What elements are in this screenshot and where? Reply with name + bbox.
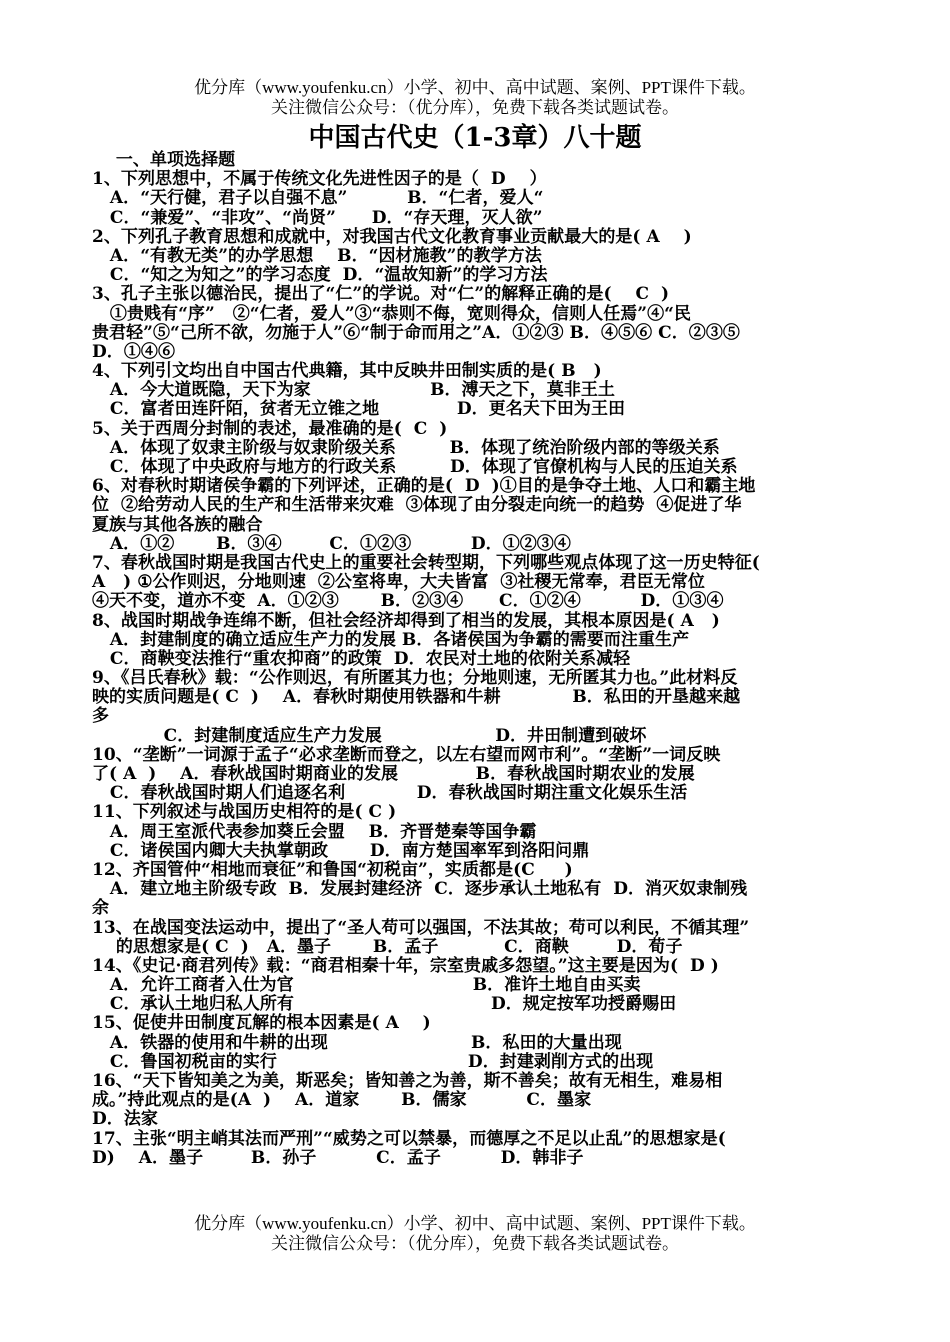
text-line: 4、下列引文均出自中国古代典籍，其中反映井田制实质的是( B ) (92, 361, 602, 382)
text-line: D．①④⑥ (92, 341, 175, 362)
text-line: C．诸侯国内卿大夫执掌朝政 D．南方楚国率军到洛阳问鼎 (92, 840, 590, 861)
text-line: C．富者田连阡陌，贫者无立锥之地 D．更名天下田为王田 (92, 399, 626, 420)
text-line: 16、“天下皆知美之为美，斯恶矣；皆知善之为善，斯不善矣；故有无相生，难易相 (92, 1071, 723, 1091)
text-line: 8、战国时期战争连绵不断，但社会经济却得到了相当的发展，其根本原因是( A ) (92, 610, 720, 631)
text-line: C．体现了中央政府与地方的行政关系 D．体现了官僚机构与人民的压迫关系 (92, 457, 738, 477)
text-line: D) A．墨子 B．孙子 C．孟子 D．韩非子 (92, 1147, 584, 1168)
text-line: 夏族与其他各族的融合 (92, 514, 263, 535)
text-line: 映的实质问题是( C ) A．春秋时期使用铁器和牛耕 B．私田的开垦越来越 (92, 687, 741, 708)
text-line: C．鲁国初税亩的实行 D．封建剥削方式的出现 (92, 1051, 654, 1072)
text-line: 余 (92, 898, 110, 919)
text-line: A．允许工商者入仕为官 B．准许土地自由买卖 (92, 975, 641, 996)
text-line: A．建立地主阶级专政 B．发展封建经济 C．逐步承认土地私有 D．消灭奴隶制残 (92, 879, 748, 900)
text-line: 14、《史记·商君列传》载：“商君相秦十年，宗室贵戚多怨望。”这主要是因为( D ) (92, 955, 719, 976)
text-line: 9、《吕氏春秋》载：“公作则迟，有所匿其力也；分地则速，无所匿其力也。”此材料反 (92, 668, 738, 689)
text-line: 15、促使井田制度瓦解的根本因素是( A ) (92, 1013, 431, 1034)
text-line: D．法家 (92, 1109, 158, 1130)
text-line: A ) ①公作则迟，分地则速 ②公室将卑，大夫皆富 ③社稷无常奉，君臣无常位 (92, 572, 705, 593)
header-line-1: 优分库（www.youfenku.cn）小学、初中、高中试题、案例、PPT课件下载。 (194, 78, 756, 97)
text-line: A．“有教无类”的办学思想 B．“因材施教”的教学方法 (92, 245, 542, 266)
text-line: 10、“垄断”一词源于孟子“必求垄断而登之，以左右望而网市利”。“垄断”一词反映 (92, 744, 721, 765)
question-body (92, 151, 852, 1168)
text-line: ④天不变，道亦不变 A．①②③ B．②③④ C．①②④ D．①③④ (92, 591, 724, 612)
text-line: 贵君轻”⑤“己所不欲，勿施于人”⑥“制于命而用之”A．①②③ B．④⑤⑥ C．②③⑤ (92, 322, 740, 343)
text-line: 11、下列叙述与战国历史相符的是( C ) (92, 802, 397, 823)
text-line: 13、在战国变法运动中，提出了“圣人苟可以强国，不法其故；苟可以利民，不循其理” (92, 917, 750, 938)
footer-line-1: 优分库（www.youfenku.cn）小学、初中、高中试题、案例、PPT课件下载。 (194, 1214, 756, 1233)
text-line: C．“兼爱”、“非攻”、“尚贤” D．“存天理，灭人欲” (92, 207, 543, 228)
text-line: C．商鞅变法推行“重农抑商”的政策 D．农民对土地的依附关系减轻 (92, 648, 631, 669)
text-line: A．体现了奴隶主阶级与奴隶阶级关系 B．体现了统治阶级内部的等级关系 (92, 437, 720, 458)
text-line: A．铁器的使用和牛耕的出现 B．私田的大量出现 (92, 1032, 622, 1053)
text-line: 3、孔子主张以德治民，提出了“仁”的学说。对“仁”的解释正确的是( C ) (92, 284, 670, 305)
text-line: 了( A ) A．春秋战国时期商业的发展 B．春秋战国时期农业的发展 (92, 764, 695, 784)
text-line: C．封建制度适应生产力发展 D．井田制遭到破坏 (92, 725, 647, 746)
text-line: 12、齐国管仲“相地而衰征”和鲁国“初税亩”，实质都是(C ) (92, 859, 573, 880)
text-line: 17、主张“明主峭其法而严刑”“威势之可以禁暴，而德厚之不足以止乱”的思想家是( (92, 1128, 726, 1149)
text-line: 6、对春秋时期诸侯争霸的下列评述，正确的是( D )①目的是争夺土地、人口和霸主地 (92, 476, 756, 497)
text-line: A．“天行健，君子以自强不息” B．“仁者，爱人“ (92, 188, 544, 209)
text-line: A．周王室派代表参加葵丘会盟 B．齐晋楚秦等国争霸 (92, 821, 537, 842)
text-line: C．春秋战国时期人们追逐名利 D．春秋战国时期注重文化娱乐生活 (92, 783, 688, 804)
text-line: 一、单项选择题 (92, 150, 236, 170)
text-line: C．承认土地归私人所有 D．规定按军功授爵赐田 (92, 994, 677, 1015)
header-line-2: 关注微信公众号：（优分库），免费下载各类试题试卷。 (271, 98, 679, 117)
text-line: A．封建制度的确立适应生产力的发展 B．各诸侯国为争霸的需要而注重生产 (92, 629, 690, 650)
page-title: 中国古代史（1-3章）八十题 (308, 123, 642, 153)
text-line: A．①② B．③④ C．①②③ D．①②③④ (92, 533, 571, 554)
text-line: 位 ②给劳动人民的生产和生活带来灾难 ③体现了由分裂走向统一的趋势 ④促进了华 (92, 495, 742, 516)
text-line: 多 (92, 706, 110, 727)
text-line: 2、下列孔子教育思想和成就中，对我国古代文化教育事业贡献最大的是( A ) (92, 226, 692, 247)
text-line: C．“知之为知之”的学习态度 D．“温故知新”的学习方法 (92, 265, 548, 286)
text-line: 的思想家是( C ) A．墨子 B．孟子 C．商鞅 D．荀子 (92, 936, 683, 957)
footer-line-2: 关注微信公众号：（优分库），免费下载各类试题试卷。 (271, 1234, 679, 1253)
text-line: 5、关于西周分封制的表述，最准确的是( C ) (92, 418, 448, 439)
text-line: 1、下列思想中，不属于传统文化先进性因子的是（ D ） (92, 169, 547, 190)
text-line: ①贵贱有“序” ②“仁者，爱人”③“恭则不侮，宽则得众，信则人任焉”④“民 (92, 303, 692, 324)
text-line: 成。”持此观点的是(A ) A．道家 B．儒家 C．墨家 (92, 1090, 592, 1111)
text-line: A．今大道既隐，天下为家 B．溥天之下，莫非王土 (92, 380, 615, 401)
text-line: 7、春秋战国时期是我国古代史上的重要社会转型期，下列哪些观点体现了这一历史特征( (92, 552, 760, 573)
